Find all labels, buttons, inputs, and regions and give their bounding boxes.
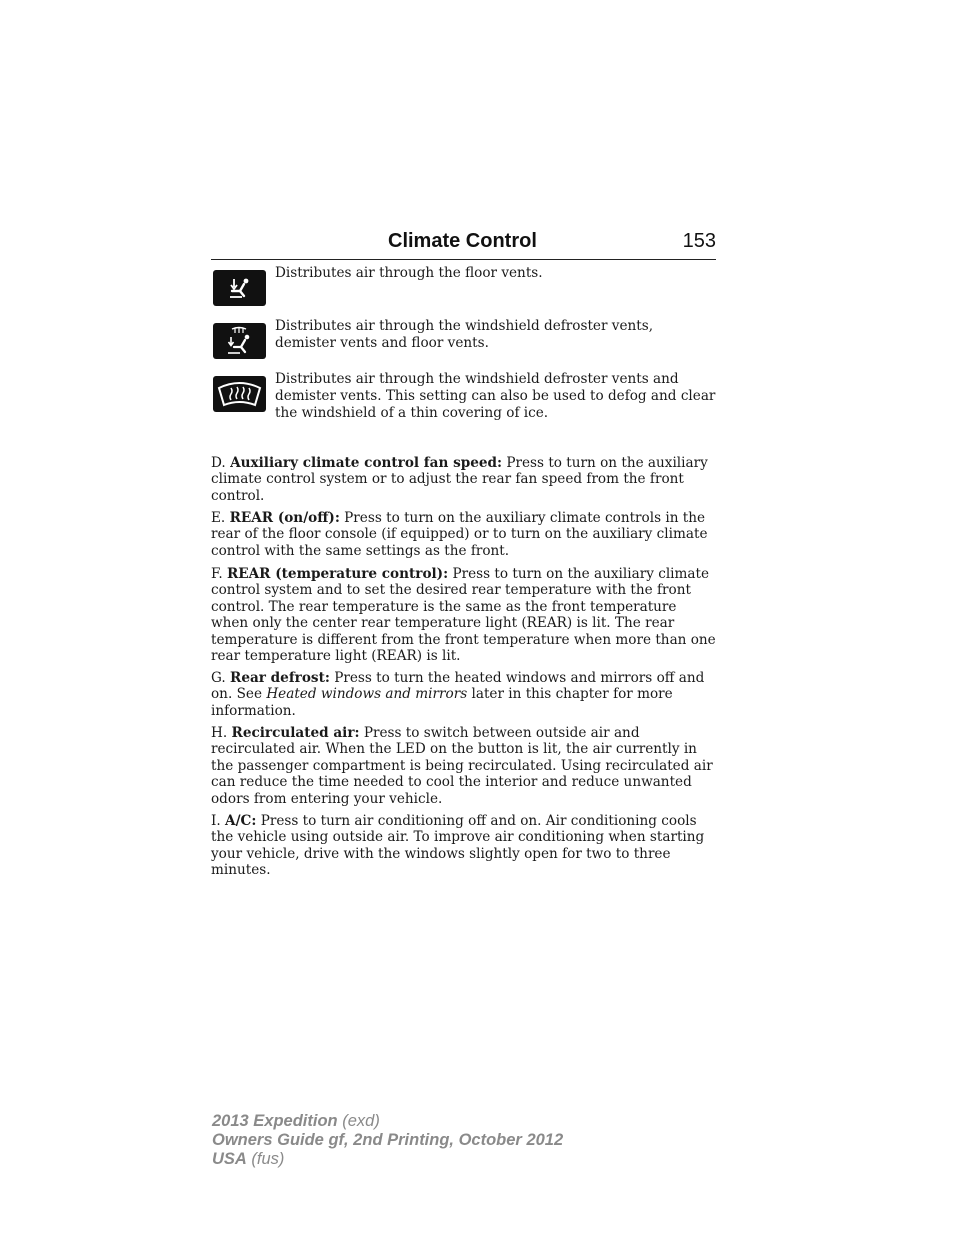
item-term: A/C: (225, 813, 257, 829)
item-term: REAR (on/off): (229, 510, 340, 526)
floor-defrost-icon (213, 323, 266, 359)
item-e-paragraph: E. REAR (on/off): Press to turn on the auxiliary climate controls in the rear of the floor console (if equipped) or to turn on the auxiliary climate control with the same settings as the front. (211, 510, 708, 559)
footer-line-3: USA (fus) (212, 1150, 285, 1168)
item-term: Recirculated air: (231, 725, 360, 741)
item-i-paragraph: I. A/C: Press to turn air conditioning off and on. Air conditioning cools the vehicle using outside air. To improve air conditioning when starting your vehicle, drive with the windows slightly open for two to three minutes. (211, 813, 705, 879)
item-term: Auxiliary climate control fan speed: (230, 455, 503, 471)
windshield-defrost-icon (213, 376, 266, 412)
footer-line-2: Owners Guide gf, 2nd Printing, October 2012 (212, 1131, 564, 1149)
page-footer (212, 1112, 563, 1169)
item-term: REAR (temperature control): (226, 566, 449, 582)
item-term: Rear defrost: (230, 670, 330, 686)
page-number: 153 (682, 230, 716, 252)
icon-row-text: Distributes air through the windshield defroster vents and demister vents. This setting can also be used to defog and clear the windshield of a thin covering of ice. (275, 371, 716, 421)
item-d-paragraph: D. Auxiliary climate control fan speed: Press to turn on the auxiliary climate control system or to adjust the rear fan speed from the front control. (211, 455, 708, 504)
icon-row-text: Distributes air through the floor vents. (275, 265, 543, 281)
item-g-paragraph: G. Rear defrost: Press to turn the heated windows and mirrors off and on. See Heated windows and mirrors later in this chapter for more information. (211, 670, 705, 719)
page-header (211, 229, 716, 260)
footer-line-1: 2013 Expedition (exd) (212, 1112, 380, 1130)
cross-reference: Heated windows and mirrors (266, 686, 468, 703)
icon-row-text: Distributes air through the windshield defroster vents, demister vents and floor vents. (275, 318, 654, 351)
item-h-paragraph: H. Recirculated air: Press to switch between outside air and recirculated air. When the LED on the button is lit, the air currently in the passenger compartment is being recirculated. Using recirculated air can reduce the time needed to cool the interior and reduce unwanted odors from entering your vehicle. (211, 725, 713, 807)
item-f-paragraph: F. REAR (temperature control): Press to turn on the auxiliary climate control system and to set the desired rear temperature with the front control. The rear temperature is the same as the front temperature when only the center rear temperature light (REAR) is lit. The rear temperature is different from the front temperature when more than one rear temperature light (REAR) is lit. (211, 566, 716, 665)
floor-vent-icon (213, 270, 266, 306)
section-title: Climate Control (388, 230, 537, 252)
